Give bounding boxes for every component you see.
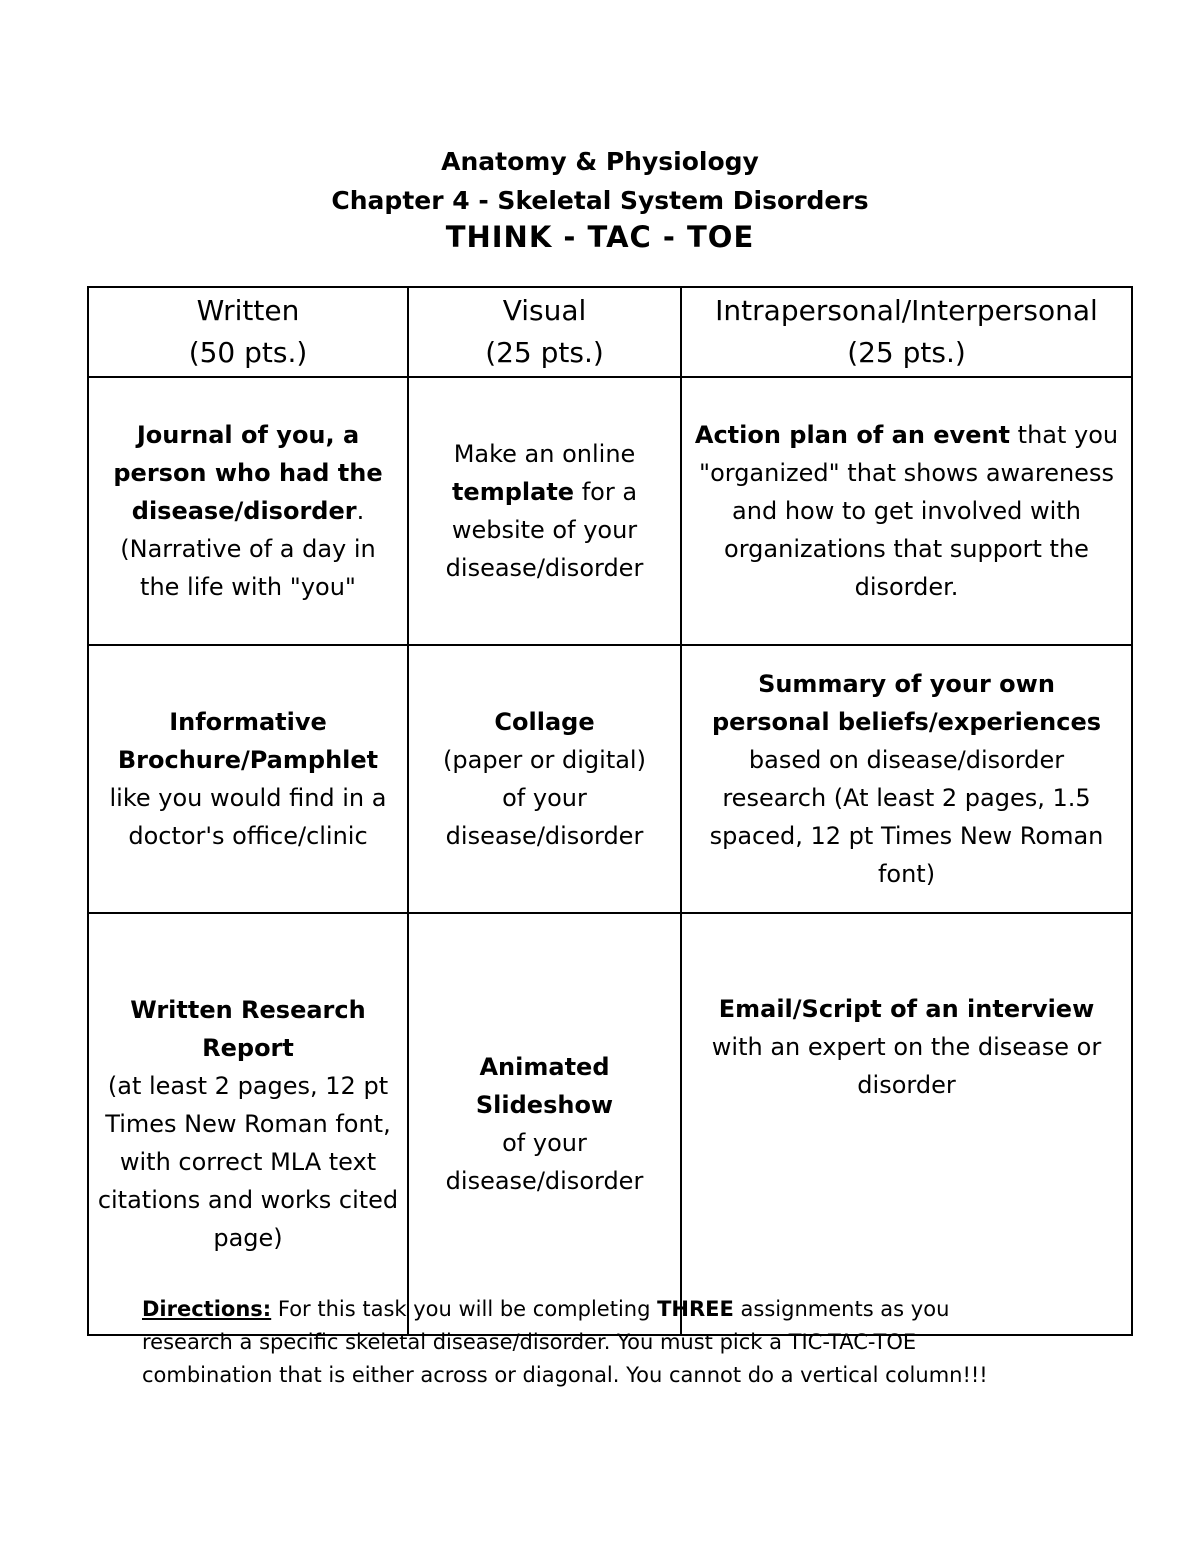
- table-row: [88, 913, 1132, 1335]
- doc-subtitle: Chapter 4 - Skeletal System Disorders: [331, 186, 869, 215]
- cell-text: (paper or digital) of your disease/disorder: [443, 746, 646, 850]
- directions-label: Directions:: [142, 1297, 272, 1321]
- cell-title: Email/Script of an interview: [718, 995, 1095, 1023]
- cell-title: template: [451, 478, 575, 506]
- directions-emphasis: THREE: [657, 1297, 734, 1321]
- cell-title: Collage: [494, 708, 595, 736]
- header-row: [88, 287, 1132, 377]
- tic-tac-toe-table: [87, 286, 1133, 1336]
- cell-summary: [681, 645, 1132, 913]
- cell-journal: [88, 377, 408, 645]
- table-row: [88, 645, 1132, 913]
- cell-text: for a website of your disease/disorder: [445, 478, 644, 582]
- cell-brochure: [88, 645, 408, 913]
- cell-title: Action plan of an event: [694, 421, 1011, 449]
- doc-title: Anatomy & Physiology: [441, 147, 759, 176]
- cell-title: Summary of your own personal beliefs/experiences: [711, 670, 1102, 736]
- cell-text: of your disease/disorder: [445, 1129, 644, 1195]
- column-title: Written: [196, 294, 300, 327]
- cell-title: Written Research Report: [130, 996, 366, 1062]
- cell-text: like you would find in a doctor's office/clinic: [109, 784, 387, 850]
- doc-heading: THINK - TAC - TOE: [445, 220, 755, 254]
- column-points: (25 pts.): [485, 336, 604, 369]
- directions: [142, 1293, 1042, 1392]
- cell-title: Informative Brochure/Pamphlet: [117, 708, 379, 774]
- cell-collage: [408, 645, 681, 913]
- cell-text: based on disease/disorder research (At least 2 pages, 1.5 spaced, 12 pt Times New Roman font): [709, 746, 1104, 888]
- directions-text: assignments as you research a specific skeletal disease/disorder. You must pick a TIC-TAC-TOE combination that is either across or diagonal. You cannot do a vertical column!!!: [142, 1297, 988, 1387]
- column-header-visual: [408, 287, 681, 377]
- cell-text: that you "organized" that shows awareness and how to get involved with organizations that support the disorder.: [699, 421, 1119, 601]
- column-title: Intrapersonal/Interpersonal: [715, 294, 1098, 327]
- column-points: (50 pts.): [188, 336, 308, 369]
- cell-action-plan: [681, 377, 1132, 645]
- cell-title: Animated Slideshow: [475, 1053, 614, 1119]
- cell-text: (at least 2 pages, 12 pt Times New Roman font, with correct MLA text citations and works cited page): [97, 1072, 399, 1252]
- cell-text: Make an online: [453, 440, 636, 468]
- column-points: (25 pts.): [847, 336, 966, 369]
- directions-text: For this task you will be completing: [271, 1297, 658, 1321]
- column-title: Visual: [502, 294, 587, 327]
- table-row: [88, 377, 1132, 645]
- cell-title: Journal of you, a person who had the disease/disorder: [113, 421, 383, 525]
- cell-text: with an expert on the disease or disorder: [711, 1033, 1102, 1099]
- cell-template: [408, 377, 681, 645]
- cell-text: . (Narrative of a day in the life with "you": [120, 497, 376, 601]
- cell-interview: [681, 913, 1132, 1335]
- cell-research-report: [88, 913, 408, 1335]
- cell-slideshow: [408, 913, 681, 1335]
- column-header-interpersonal: [681, 287, 1132, 377]
- column-header-written: [88, 287, 408, 377]
